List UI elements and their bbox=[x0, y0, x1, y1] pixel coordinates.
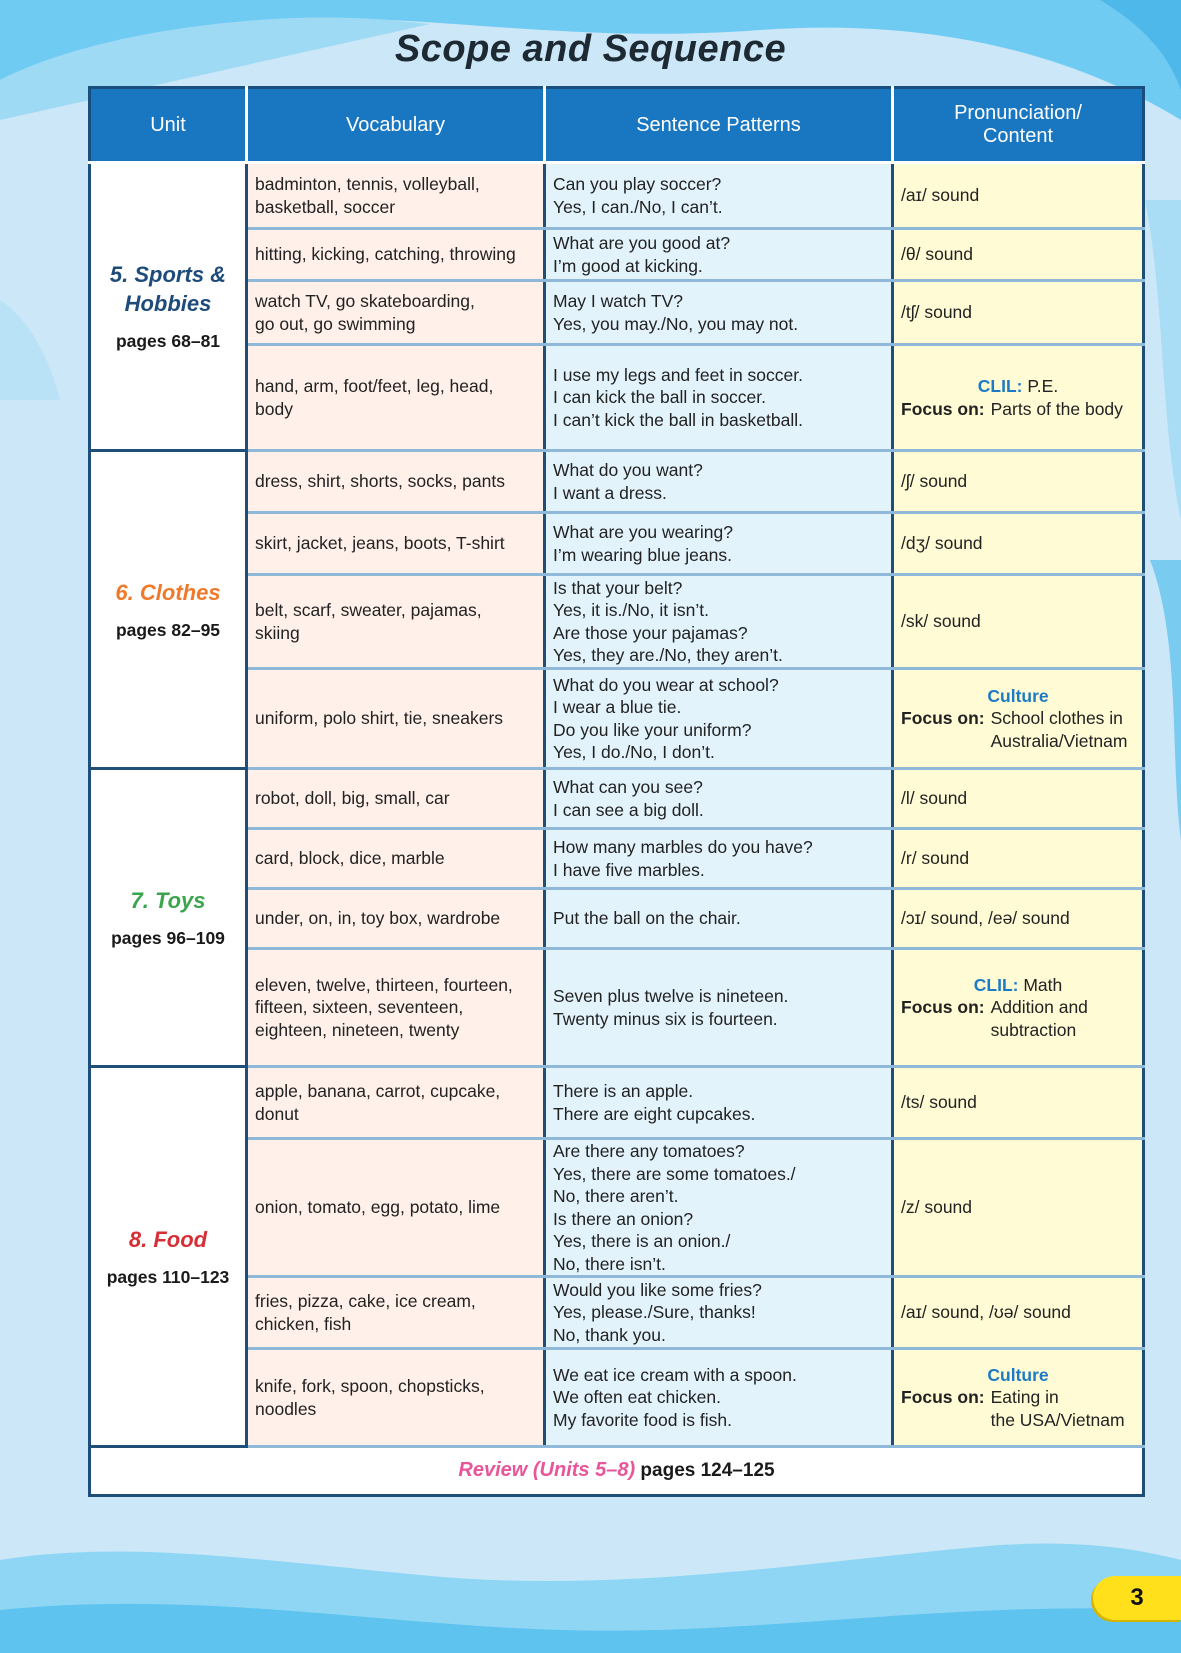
sentence-pattern-cell: Are there any tomatoes? Yes, there are some tomatoes./ No, there aren’t. Is there an onion? Yes, there is an onion./ No, there isn’t. bbox=[545, 1139, 893, 1277]
pronunciation-cell bbox=[893, 889, 1144, 949]
table-row bbox=[90, 345, 1144, 451]
unit-name: 6. Clothes bbox=[115, 579, 221, 605]
scope-sequence-table bbox=[88, 86, 1145, 1497]
unit-pages: pages 82–95 bbox=[115, 619, 221, 640]
pronunciation-cell bbox=[893, 1139, 1144, 1277]
table-row bbox=[90, 575, 1144, 669]
table-row bbox=[90, 281, 1144, 345]
header-sentence-patterns: Sentence Patterns bbox=[545, 88, 893, 163]
unit-cell bbox=[90, 163, 247, 451]
content-tag: CLIL: bbox=[973, 974, 1019, 995]
content-tag-line bbox=[901, 375, 1135, 398]
unit-name: 7. Toys bbox=[130, 887, 206, 913]
sound-label: /r/ sound bbox=[901, 848, 970, 869]
table-row bbox=[90, 949, 1144, 1067]
table-row bbox=[90, 229, 1144, 281]
pronunciation-cell bbox=[893, 1349, 1144, 1447]
focus-block bbox=[901, 1386, 1135, 1431]
focus-block bbox=[901, 707, 1135, 752]
pronunciation-cell bbox=[893, 949, 1144, 1067]
sentence-pattern-cell: Seven plus twelve is nineteen. Twenty minus six is fourteen. bbox=[545, 949, 893, 1067]
unit-cell bbox=[90, 451, 247, 769]
sentence-pattern-cell: Would you like some fries? Yes, please./Sure, thanks! No, thank you. bbox=[545, 1277, 893, 1349]
table-row bbox=[90, 1277, 1144, 1349]
pronunciation-cell bbox=[893, 769, 1144, 829]
sentence-pattern-cell: What are you wearing? I’m wearing blue jeans. bbox=[545, 513, 893, 575]
vocabulary-cell: uniform, polo shirt, tie, sneakers bbox=[247, 669, 545, 769]
focus-text: Parts of the body bbox=[990, 398, 1123, 419]
sound-label: /ɔɪ/ sound, /eə/ sound bbox=[901, 908, 1070, 929]
header-vocabulary: Vocabulary bbox=[247, 88, 545, 163]
pronunciation-cell bbox=[893, 451, 1144, 513]
content-tag-value: P.E. bbox=[1022, 376, 1059, 396]
content-tag: Culture bbox=[987, 1364, 1049, 1385]
content-tag: CLIL: bbox=[977, 376, 1023, 396]
sentence-pattern-cell: Is that your belt? Yes, it is./No, it isn’t. Are those your pajamas? Yes, they are./No, they aren’t. bbox=[545, 575, 893, 669]
table-row bbox=[90, 769, 1144, 829]
header-pronunciation-content: Pronunciation/ Content bbox=[893, 88, 1144, 163]
pronunciation-cell bbox=[893, 281, 1144, 345]
vocabulary-cell: hand, arm, foot/feet, leg, head, body bbox=[247, 345, 545, 451]
table-row bbox=[90, 1139, 1144, 1277]
focus-text: Addition and subtraction bbox=[990, 997, 1088, 1040]
sentence-pattern-cell: I use my legs and feet in soccer. I can kick the ball in soccer. I can’t kick the ball in basketball. bbox=[545, 345, 893, 451]
unit-pages: pages 68–81 bbox=[115, 331, 221, 352]
sound-label: /z/ sound bbox=[901, 1197, 973, 1218]
vocabulary-cell: dress, shirt, shorts, socks, pants bbox=[247, 451, 545, 513]
vocabulary-cell: card, block, dice, marble bbox=[247, 829, 545, 889]
focus-label: Focus on: bbox=[901, 997, 985, 1018]
sound-label: /ʃ/ sound bbox=[901, 471, 968, 492]
unit-name: 8. Food bbox=[128, 1226, 208, 1252]
pronunciation-cell bbox=[893, 345, 1144, 451]
vocabulary-cell: onion, tomato, egg, potato, lime bbox=[247, 1139, 545, 1277]
sentence-pattern-cell: What can you see? I can see a big doll. bbox=[545, 769, 893, 829]
sentence-pattern-cell: Put the ball on the chair. bbox=[545, 889, 893, 949]
sentence-pattern-cell: What are you good at? I’m good at kicking. bbox=[545, 229, 893, 281]
vocabulary-cell: badminton, tennis, volleyball, basketball, soccer bbox=[247, 163, 545, 229]
unit-name: 5. Sports & Hobbies bbox=[109, 262, 227, 317]
vocabulary-cell: under, on, in, toy box, wardrobe bbox=[247, 889, 545, 949]
review-cell bbox=[90, 1447, 1144, 1496]
sentence-pattern-cell: What do you wear at school? I wear a blue tie. Do you like your uniform? Yes, I do./No, I don’t. bbox=[545, 669, 893, 769]
review-label: Review (Units 5–8) bbox=[458, 1459, 636, 1482]
table-row bbox=[90, 829, 1144, 889]
focus-label: Focus on: bbox=[901, 708, 985, 729]
sound-label: /l/ sound bbox=[901, 788, 968, 809]
vocabulary-cell: eleven, twelve, thirteen, fourteen, fifteen, sixteen, seventeen, eighteen, nineteen, twenty bbox=[247, 949, 545, 1067]
pronunciation-cell bbox=[893, 669, 1144, 769]
content-tag-line bbox=[901, 685, 1135, 708]
vocabulary-cell: skirt, jacket, jeans, boots, T-shirt bbox=[247, 513, 545, 575]
content-tag: Culture bbox=[987, 685, 1049, 706]
review-pages: pages 124–125 bbox=[635, 1460, 775, 1482]
focus-block bbox=[901, 398, 1135, 421]
table-row bbox=[90, 513, 1144, 575]
focus-text: School clothes in Australia/Vietnam bbox=[990, 708, 1128, 751]
sentence-pattern-cell: What do you want? I want a dress. bbox=[545, 451, 893, 513]
review-row bbox=[90, 1447, 1144, 1496]
sound-label: /aɪ/ sound, /ʊə/ sound bbox=[901, 1302, 1071, 1323]
sentence-pattern-cell: Can you play soccer? Yes, I can./No, I can’t. bbox=[545, 163, 893, 229]
vocabulary-cell: robot, doll, big, small, car bbox=[247, 769, 545, 829]
content-tag-line bbox=[901, 1364, 1135, 1387]
table-row bbox=[90, 889, 1144, 949]
sentence-pattern-cell: May I watch TV? Yes, you may./No, you may not. bbox=[545, 281, 893, 345]
pronunciation-cell bbox=[893, 163, 1144, 229]
vocabulary-cell: fries, pizza, cake, ice cream, chicken, fish bbox=[247, 1277, 545, 1349]
sentence-pattern-cell: There is an apple. There are eight cupcakes. bbox=[545, 1067, 893, 1139]
unit-pages: pages 110–123 bbox=[106, 1266, 230, 1287]
sound-label: /ts/ sound bbox=[901, 1092, 977, 1113]
pronunciation-cell bbox=[893, 575, 1144, 669]
focus-text: Eating in the USA/Vietnam bbox=[990, 1387, 1125, 1430]
sound-label: /dʒ/ sound bbox=[901, 533, 983, 554]
table-row bbox=[90, 1067, 1144, 1139]
sound-label: /θ/ sound bbox=[901, 244, 973, 265]
sentence-pattern-cell: We eat ice cream with a spoon. We often eat chicken. My favorite food is fish. bbox=[545, 1349, 893, 1447]
table-row bbox=[90, 451, 1144, 513]
pronunciation-cell bbox=[893, 513, 1144, 575]
header-unit: Unit bbox=[90, 88, 247, 163]
content-tag-value: Math bbox=[1018, 974, 1063, 995]
table-row bbox=[90, 163, 1144, 229]
page-title: Scope and Sequence bbox=[394, 28, 787, 70]
focus-block bbox=[901, 996, 1135, 1041]
vocabulary-cell: belt, scarf, sweater, pajamas, skiing bbox=[247, 575, 545, 669]
table-row bbox=[90, 1349, 1144, 1447]
unit-pages: pages 96–109 bbox=[111, 927, 225, 948]
table-row bbox=[90, 669, 1144, 769]
content-tag-line bbox=[901, 974, 1135, 997]
vocabulary-cell: apple, banana, carrot, cupcake, donut bbox=[247, 1067, 545, 1139]
unit-cell bbox=[90, 769, 247, 1067]
unit-cell bbox=[90, 1067, 247, 1447]
pronunciation-cell bbox=[893, 1067, 1144, 1139]
focus-label: Focus on: bbox=[901, 1387, 985, 1408]
vocabulary-cell: watch TV, go skateboarding, go out, go swimming bbox=[247, 281, 545, 345]
focus-label: Focus on: bbox=[901, 398, 985, 419]
sound-label: /aɪ/ sound bbox=[901, 185, 980, 206]
vocabulary-cell: knife, fork, spoon, chopsticks, noodles bbox=[247, 1349, 545, 1447]
sound-label: /tʃ/ sound bbox=[901, 302, 973, 323]
page-number-badge: 3 bbox=[1093, 1576, 1181, 1620]
vocabulary-cell: hitting, kicking, catching, throwing bbox=[247, 229, 545, 281]
sentence-pattern-cell: How many marbles do you have? I have five marbles. bbox=[545, 829, 893, 889]
table-header-row bbox=[90, 88, 1144, 163]
pronunciation-cell bbox=[893, 1277, 1144, 1349]
pronunciation-cell bbox=[893, 229, 1144, 281]
pronunciation-cell bbox=[893, 829, 1144, 889]
sound-label: /sk/ sound bbox=[901, 611, 981, 632]
